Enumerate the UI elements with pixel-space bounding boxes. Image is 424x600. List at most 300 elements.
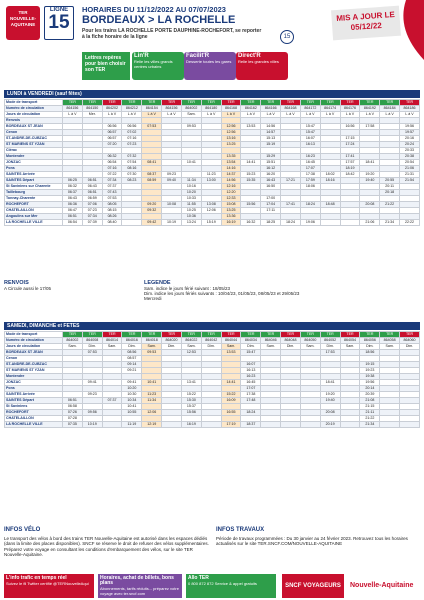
time-cell: 19:56 (400, 124, 420, 130)
time-cell: 15:19 (201, 220, 221, 226)
time-cell: 864168 (281, 106, 301, 112)
time-cell: L à V (380, 112, 400, 118)
time-cell: 15:13 (261, 136, 281, 142)
time-cell: 07:32 (122, 154, 142, 160)
time-cell: 20:19 (320, 422, 340, 428)
time-cell: 07:06 (82, 202, 102, 208)
time-cell: 06:57 (102, 136, 122, 142)
time-cell: 08:15 (102, 208, 122, 214)
time-cell: L à V (63, 112, 83, 118)
time-cell: 12:19 (142, 422, 162, 428)
time-cell (162, 422, 182, 428)
time-cell: 16:12 (261, 166, 281, 172)
time-cell: 16:09 (221, 398, 241, 404)
time-cell: 10:20 (122, 386, 142, 392)
station-cell: BORDEAUX ST JEAN (5, 350, 63, 356)
time-cell (340, 220, 360, 226)
time-cell: 864052 (320, 338, 340, 344)
time-cell: 07:20 (102, 142, 122, 148)
time-cell: 21:06 (400, 166, 420, 172)
time-cell: 20:24 (400, 142, 420, 148)
time-cell: 18:42 (340, 172, 360, 178)
time-cell: 11:23 (201, 172, 221, 178)
time-cell: 08:40 (102, 220, 122, 226)
time-cell: 15:56 (241, 202, 261, 208)
time-cell: 20:16 (400, 136, 420, 142)
time-cell: 09:53 (181, 124, 201, 130)
time-cell: 864054 (340, 338, 360, 344)
time-cell: 07:37 (102, 184, 122, 190)
time-cell: 864156 (63, 106, 83, 112)
time-cell: TER (241, 100, 261, 106)
time-cell: 10:33 (181, 196, 201, 202)
time-cell: 20:08 (320, 410, 340, 416)
time-cell: 864060 (400, 338, 420, 344)
line-number-box (44, 6, 74, 40)
time-cell: TER (300, 332, 320, 338)
time-cell (261, 422, 281, 428)
time-cell: 14:56 (261, 124, 281, 130)
time-cell: TER (122, 332, 142, 338)
time-cell: 17:19 (221, 422, 241, 428)
time-cell: L à V (241, 112, 261, 118)
time-cell: TER (82, 332, 102, 338)
time-cell: Dim. (162, 344, 182, 350)
time-cell: 09:21 (122, 368, 142, 374)
time-cell: 14:16 (221, 166, 241, 172)
time-cell: 09:42 (142, 220, 162, 226)
time-cell: 864150 (82, 106, 102, 112)
time-cell: 08:41 (142, 160, 162, 166)
time-cell: 13:08 (201, 202, 221, 208)
station-cell: BORDEAUX ST JEAN (5, 124, 63, 130)
time-cell: 17:21 (281, 178, 301, 184)
directr-card (236, 52, 288, 80)
station-cell: ST MARIENS ST YZAN (5, 142, 63, 148)
time-cell: TER (63, 100, 83, 106)
time-cell: 07:22 (102, 172, 122, 178)
renvois-text: A Circule aussi le 17/05 (4, 286, 52, 291)
station-cell: ST-ANDRE-DE-CUBZAC (5, 136, 63, 142)
time-cell: TER (360, 100, 380, 106)
time-cell: 18:41 (360, 160, 380, 166)
time-cell: 06:32 (63, 184, 83, 190)
time-cell: 16:19 (181, 422, 201, 428)
time-cell: 15:29 (261, 154, 281, 160)
station-cell: SAINTES Arrivée (5, 172, 63, 178)
time-cell: 07:54 (122, 160, 142, 166)
time-cell: 17:04 (261, 202, 281, 208)
time-cell: 11:34 (181, 178, 201, 184)
time-cell: 20:11 (380, 184, 400, 190)
weekend-section-title: SAMEDI, DIMANCHE et FETES (4, 322, 420, 330)
time-cell: 17:57 (340, 160, 360, 166)
time-cell: TER (162, 100, 182, 106)
time-cell: 09:56 (82, 410, 102, 416)
time-cell: 13:24 (181, 220, 201, 226)
time-cell: 19:38 (360, 374, 380, 380)
time-cell: 13:00 (201, 178, 221, 184)
time-cell: 07:23 (82, 208, 102, 214)
time-cell: 20:55 (380, 178, 400, 184)
time-cell: 864014 (102, 338, 122, 344)
linr-desc: Relie les villes grands centres urbains (134, 59, 173, 69)
time-cell: Sam. (181, 344, 201, 350)
legende-item: Sam. indice le jours férié suivant : 18/05/23 (144, 286, 231, 291)
station-cell: JONZAC (5, 380, 63, 386)
time-cell: 20:18 (380, 190, 400, 196)
time-cell: 12:33 (221, 196, 241, 202)
directr-name: Direct'R (238, 53, 261, 59)
time-cell: 12:06 (201, 208, 221, 214)
directr-desc: Relie les grandes villes (238, 59, 279, 64)
time-cell: 15:47 (241, 350, 261, 356)
time-cell: 09:40 (162, 178, 182, 184)
time-cell: 16:50 (261, 184, 281, 190)
time-cell: 06:51 (63, 398, 83, 404)
booking-title: Horaires, achat de billets, bons plans (100, 575, 174, 586)
time-cell: Dim. (82, 344, 102, 350)
time-cell: 864020 (162, 338, 182, 344)
time-cell: 16:23 (241, 374, 261, 380)
time-cell: 15:22 (181, 392, 201, 398)
time-cell: 07:35 (63, 422, 83, 428)
time-cell: 08:37 (142, 172, 162, 178)
time-cell: 10:30 (122, 392, 142, 398)
time-cell: TER (380, 100, 400, 106)
time-cell: 864156 (162, 106, 182, 112)
route-subtitle: Pour les trains LA ROCHELLE PORTE DAUPHINE-ROCHEFORT, se reporter à la fiche horaire de la ligne (82, 28, 262, 40)
time-cell: 06:58 (63, 404, 83, 410)
time-cell: 864044 (221, 338, 241, 344)
time-cell: 864186 (400, 106, 420, 112)
time-cell: TER (400, 100, 420, 106)
time-cell: 19:56 (360, 380, 380, 386)
time-cell: 08:26 (102, 214, 122, 220)
time-cell: 10:08 (162, 202, 182, 208)
time-cell: Sam. (380, 344, 400, 350)
time-cell: 17:59 (300, 178, 320, 184)
time-cell: 864002 (63, 338, 83, 344)
time-cell: 11:23 (142, 392, 162, 398)
time-cell: 21:08 (360, 398, 380, 404)
time-cell: 864166 (261, 106, 281, 112)
time-cell: L à V (162, 112, 182, 118)
time-cell: 15:37 (181, 404, 201, 410)
footer (0, 572, 424, 600)
table-row (5, 422, 420, 428)
time-cell: 11:55 (181, 202, 201, 208)
time-cell: 19:20 (360, 172, 380, 178)
time-cell: 864180 (201, 106, 221, 112)
time-cell: 10:20 (181, 190, 201, 196)
weekday-timetable (4, 99, 420, 226)
time-cell: 06:59 (82, 196, 102, 202)
station-cell: JONZAC (5, 160, 63, 166)
station-cell: SAINTES Départ (5, 398, 63, 404)
time-cell: 16:45 (300, 160, 320, 166)
time-cell: 10:55 (122, 410, 142, 416)
time-cell: 16:07 (300, 136, 320, 142)
twitter-text: Suivez le fil Twitter certifié @TERNouvelleAqui (6, 581, 89, 586)
time-cell: 17:07 (300, 166, 320, 172)
time-cell: 08:56 (122, 350, 142, 356)
time-cell: 15:56 (181, 410, 201, 416)
time-cell: 07:34 (82, 214, 102, 220)
time-cell: 18:24 (300, 202, 320, 208)
time-cell: 19:15 (360, 362, 380, 368)
time-cell (380, 422, 400, 428)
time-cell (300, 422, 320, 428)
time-cell: 16:23 (300, 154, 320, 160)
time-cell: 12:56 (221, 124, 241, 130)
time-cell: 19:06 (300, 220, 320, 226)
time-cell: TER (320, 100, 340, 106)
header (0, 0, 424, 90)
booking-text: Abonnements, tarifs réduits... préparez votre voyage avec ter.sncf.com (100, 586, 179, 596)
time-cell: 14:57 (261, 130, 281, 136)
time-cell: TER (201, 100, 221, 106)
station-cell: Jours de circulation (5, 112, 63, 118)
time-cell: 11:19 (122, 422, 142, 428)
time-cell: 10:16 (181, 184, 201, 190)
time-cell: 19:40 (360, 178, 380, 184)
time-cell (281, 422, 301, 428)
linr-name: Lin'R (134, 53, 149, 59)
time-cell: 16:45 (241, 380, 261, 386)
time-cell: L à V (221, 112, 241, 118)
time-cell: 20:14 (360, 386, 380, 392)
time-cell: 864042 (201, 338, 221, 344)
route-title: BORDEAUX > LA ROCHELLE (82, 14, 236, 26)
station-cell: St Saviniens (5, 404, 63, 410)
time-cell: TER (122, 100, 142, 106)
station-cell: Angoulins sur Mer (5, 214, 63, 220)
time-cell: 21:11 (360, 410, 380, 416)
time-cell: L à V (360, 112, 380, 118)
time-cell: 06:25 (63, 178, 83, 184)
facilitr-name: Facilit'R (186, 53, 210, 59)
time-cell: 864176 (340, 106, 360, 112)
time-cell: 17:07 (241, 386, 261, 392)
station-cell: ST-ANDRE-DE-CUBZAC (5, 362, 63, 368)
time-cell: 06:54 (102, 160, 122, 166)
time-cell: 17:11 (261, 208, 281, 214)
time-cell: 21:54 (400, 178, 420, 184)
time-cell: 09:41 (82, 380, 102, 386)
time-cell: 17:48 (241, 398, 261, 404)
time-cell: 16:55 (221, 410, 241, 416)
time-cell: 07:30 (122, 172, 142, 178)
station-cell: LA ROCHELLE VILLE (5, 220, 63, 226)
infos-travaux (216, 528, 420, 568)
brand-swirl-icon (396, 0, 424, 60)
time-cell: 21:22 (360, 416, 380, 422)
time-cell: 15:47 (300, 124, 320, 130)
time-cell: 06:57 (102, 130, 122, 136)
table-row (5, 220, 420, 226)
time-cell: TER (102, 100, 122, 106)
time-cell: 18:56 (360, 350, 380, 356)
ter-logo: TER NOUVELLE-AQUITAINE (6, 6, 40, 40)
time-cell: Sam. (221, 344, 241, 350)
time-cell: TER (82, 100, 102, 106)
time-cell: 864184 (380, 106, 400, 112)
time-cell: 864058 (380, 338, 400, 344)
time-cell: 16:07 (241, 362, 261, 368)
time-cell: TER (181, 100, 201, 106)
twitter-title: L'info trafic en temps réel (6, 575, 67, 581)
time-cell: 14:56 (221, 178, 241, 184)
time-cell: TER (221, 100, 241, 106)
time-cell (400, 422, 420, 428)
time-cell: L à V (320, 112, 340, 118)
time-cell: TER (380, 332, 400, 338)
time-cell: Sam. (102, 344, 122, 350)
time-cell: 17:38 (241, 392, 261, 398)
time-cell: 06:56 (102, 124, 122, 130)
station-cell: Pons (5, 166, 63, 172)
time-cell: TER (142, 100, 162, 106)
time-cell: 21:34 (380, 220, 400, 226)
time-cell: 864022 (181, 338, 201, 344)
time-cell: 15:51 (261, 160, 281, 166)
time-cell: 18:19 (340, 166, 360, 172)
time-cell: 17:58 (360, 124, 380, 130)
time-cell: 10:19 (82, 422, 102, 428)
line-circle-icon: 15 (280, 30, 294, 44)
time-cell: 06:37 (63, 190, 83, 196)
time-cell: 16:13 (241, 368, 261, 374)
time-cell: 10:36 (181, 214, 201, 220)
time-cell: 07:53 (142, 124, 162, 130)
time-cell: 15:23 (241, 172, 261, 178)
time-cell: 11:34 (142, 398, 162, 404)
time-cell: 864174 (320, 106, 340, 112)
time-cell (201, 422, 221, 428)
time-cell: 06:32 (102, 154, 122, 160)
infos-travaux-text: Période de travaux programmées : Du 30 janvier au 24 février 2023. Retrouvez tous les horaires actualisés sur le site TER.SNCF.COM/NOUVELLE-AQUITAINE (216, 535, 408, 546)
time-cell: 20:33 (400, 148, 420, 154)
time-cell (340, 422, 360, 428)
time-cell: TER (400, 332, 420, 338)
station-cell: Taillebourg (5, 190, 63, 196)
time-cell: 20:08 (360, 202, 380, 208)
station-cell: Cenon (5, 356, 63, 362)
allo-ter-text: 0 800 872 872 Service & appel gratuits (188, 581, 257, 586)
time-cell: TER (340, 332, 360, 338)
time-cell: 864162 (241, 106, 261, 112)
time-cell: 864050 (300, 338, 320, 344)
time-cell: 20:38 (400, 154, 420, 160)
time-cell: TER (142, 332, 162, 338)
time-cell: 13:16 (221, 136, 241, 142)
time-cell: 864018 (142, 338, 162, 344)
time-cell: 06:36 (63, 202, 83, 208)
station-cell: Numéro de circulation (5, 106, 63, 112)
station-cell: CHATELAILLON (5, 208, 63, 214)
station-cell: Jours de circulation (5, 344, 63, 350)
time-cell: TER (261, 100, 281, 106)
sncf-logo: SNCF VOYAGEURS (282, 574, 344, 598)
time-cell: Dim. (122, 344, 142, 350)
line-number: 15 (48, 12, 70, 33)
time-cell: 16:19 (221, 220, 241, 226)
time-cell: Sam. (142, 344, 162, 350)
time-cell: Sam. (261, 344, 281, 350)
time-cell: 18:37 (241, 422, 261, 428)
time-cell: 09:20 (142, 202, 162, 208)
time-cell: 06:43 (63, 196, 83, 202)
infos-velo-text: Le transport des vélos à bord des trains TER Nouvelle-Aquitaine est autorisé dans les espaces dédiés (dans la limite des places disponibles). SNCF se réserve le droit de refuser des vélos supplémentaires. Préparez votre voyage en consultant les conditions d'embarquement des vélos, sur le site TER Nouvelle-Aquitaine. (4, 535, 209, 557)
time-cell: Sam. (300, 344, 320, 350)
booking-box[interactable] (98, 574, 182, 598)
time-cell: 18:24 (281, 220, 301, 226)
time-cell: 17:53 (320, 350, 340, 356)
time-cell: 15:30 (181, 398, 201, 404)
time-cell: 16:43 (261, 178, 281, 184)
time-cell: TER (162, 332, 182, 338)
time-cell: 19:23 (360, 368, 380, 374)
legende-title: LEGENDE (144, 280, 171, 286)
time-cell: Dim. (400, 344, 420, 350)
time-cell: 15:08 (221, 202, 241, 208)
time-cell: Sam. (63, 344, 83, 350)
time-cell: 18:16 (320, 178, 340, 184)
time-cell: 18:48 (320, 202, 340, 208)
station-cell: Cenon (5, 130, 63, 136)
time-cell: Mer. (82, 112, 102, 118)
time-cell: 18:06 (300, 184, 320, 190)
time-cell: 864168 (221, 106, 241, 112)
time-cell: 17:24 (340, 142, 360, 148)
time-cell: 21:15 (360, 404, 380, 410)
infos-velo-title: INFOS VÉLO (4, 527, 41, 533)
station-cell: Numéro de circulation (5, 338, 63, 344)
time-cell: 09:23 (162, 172, 182, 178)
time-cell: 17:00 (261, 196, 281, 202)
time-cell: 09:32 (142, 208, 162, 214)
twitter-box[interactable] (4, 574, 94, 598)
time-cell: 09:41 (122, 380, 142, 386)
time-cell: L à V (340, 112, 360, 118)
time-cell: 16:20 (261, 172, 281, 178)
region-logo: Nouvelle-Aquitaine (348, 574, 420, 598)
time-cell: TER (241, 332, 261, 338)
time-cell: L à V (400, 112, 420, 118)
time-cell: L à V (281, 112, 301, 118)
station-cell: Mode de transport (5, 332, 63, 338)
allo-ter-title: Allo TER (188, 575, 209, 581)
time-cell: 18:41 (320, 380, 340, 386)
time-cell: 07:39 (82, 220, 102, 226)
time-cell: 07:02 (122, 130, 142, 136)
time-cell: 07:53 (82, 350, 102, 356)
validity-dates: HORAIRES DU 11/12/2022 AU 07/07/2023 (82, 5, 226, 14)
time-cell: 864192 (360, 106, 380, 112)
time-cell: 14:41 (241, 160, 261, 166)
renvois-title: RENVOIS (4, 280, 29, 286)
allo-ter-box[interactable] (186, 574, 276, 598)
station-cell: Pons (5, 386, 63, 392)
time-cell: 06:56 (122, 124, 142, 130)
time-cell: 10:34 (122, 398, 142, 404)
station-cell: Tonnay-Charente (5, 196, 63, 202)
time-cell: 07:16 (122, 136, 142, 142)
time-cell: L à V (201, 112, 221, 118)
time-cell: TER (221, 332, 241, 338)
time-cell: 06:54 (63, 220, 83, 226)
